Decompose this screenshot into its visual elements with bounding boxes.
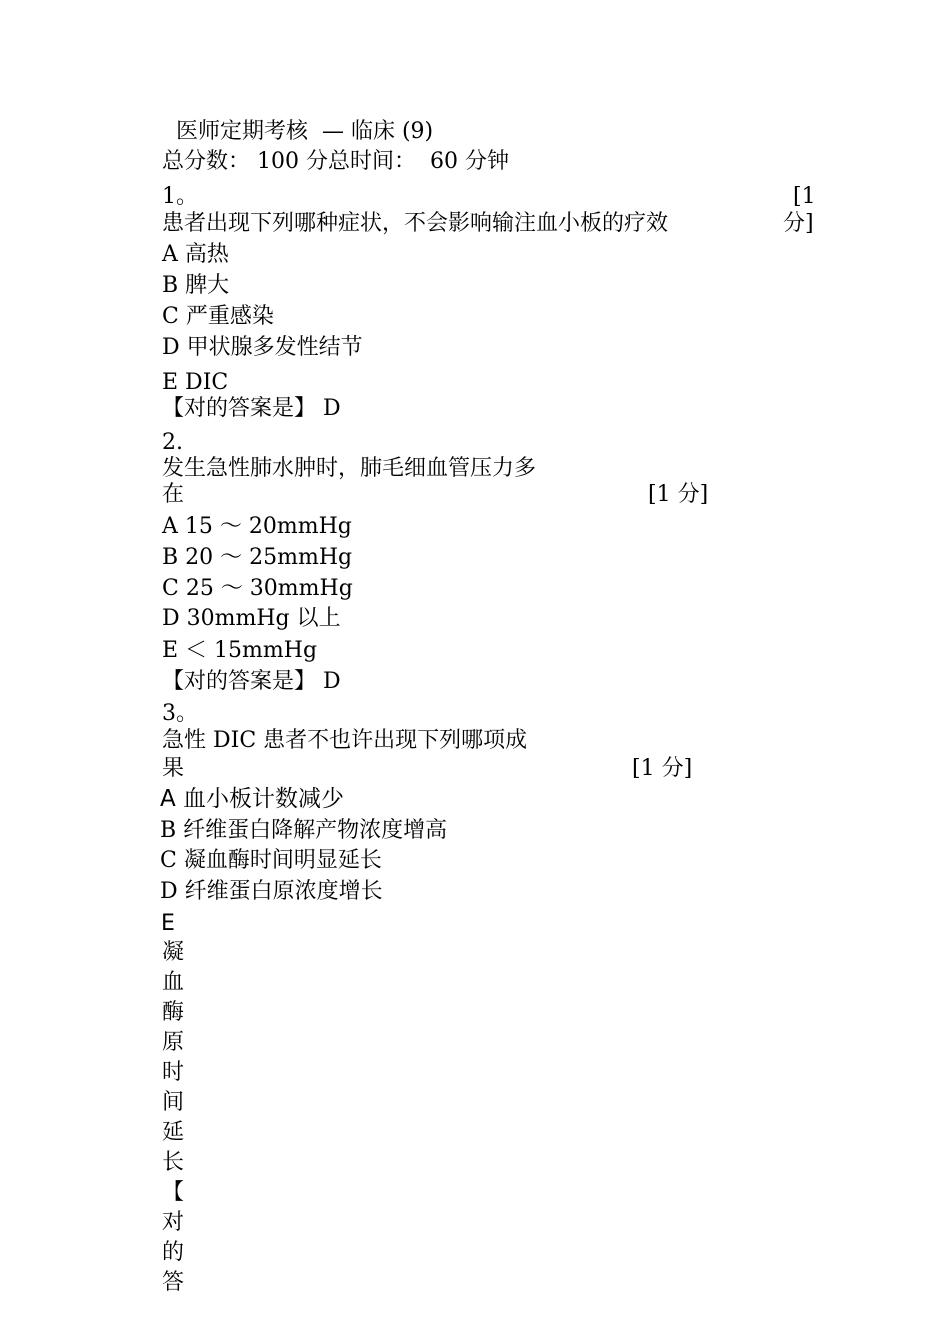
question-3-answer-char: 对 bbox=[162, 1210, 185, 1235]
question-3-stem-line1: 急性 DIC 患者不也许出现下列哪项成 bbox=[162, 728, 528, 753]
question-1-answer: 【对的答案是】 D bbox=[162, 396, 341, 421]
exam-summary: 总分数： 100 分总时间： 60 分钟 bbox=[162, 149, 509, 174]
question-3-option-d: D 纤维蛋白原浓度增长 bbox=[160, 879, 383, 904]
question-2-option-e: E ＜ 15mmHg bbox=[162, 638, 318, 663]
question-3-option-c: C 凝血酶时间明显延长 bbox=[160, 848, 382, 873]
question-3-option-e-label: E bbox=[161, 911, 175, 936]
question-3-option-e-char: 间 bbox=[162, 1090, 185, 1115]
question-2-answer: 【对的答案是】 D bbox=[162, 669, 341, 694]
question-2-stem-line1: 发生急性肺水肿时，肺毛细血管压力多 bbox=[162, 456, 537, 481]
question-3-option-a: A 血小板计数减少 bbox=[160, 786, 345, 812]
question-3-option-e-char: 血 bbox=[162, 970, 185, 995]
question-1-option-a: A 高热 bbox=[162, 242, 229, 267]
question-1-score-open: [1 bbox=[793, 184, 816, 209]
question-3-stem-line2: 果 bbox=[162, 756, 185, 781]
exam-title: 医师定期考核 — 临床 (9) bbox=[176, 119, 434, 144]
question-3-score: [1 分] bbox=[632, 756, 693, 781]
question-2-option-a: A 15 ～ 20mmHg bbox=[162, 514, 352, 539]
question-2-option-c: C 25 ～ 30mmHg bbox=[162, 576, 353, 601]
question-3-answer-char: 答 bbox=[162, 1270, 185, 1295]
question-3-option-e-char: 时 bbox=[162, 1060, 185, 1085]
question-2-number: 2. bbox=[162, 430, 183, 455]
question-2-stem-line2: 在 bbox=[162, 482, 185, 507]
question-1-option-d: D 甲状腺多发性结节 bbox=[162, 335, 363, 360]
question-1-number: 1。 bbox=[162, 184, 198, 209]
question-1-option-b: B 脾大 bbox=[162, 273, 230, 298]
question-2-option-d: D 30mmHg 以上 bbox=[162, 606, 341, 631]
question-3-option-e-char: 凝 bbox=[162, 940, 185, 965]
question-1-score-close: 分] bbox=[783, 211, 814, 236]
question-3-answer-char: 【 bbox=[162, 1180, 185, 1205]
question-3-option-b: B 纤维蛋白降解产物浓度增高 bbox=[160, 818, 448, 843]
question-3-option-e-char: 酶 bbox=[162, 1000, 185, 1025]
question-3-option-e-char: 原 bbox=[162, 1030, 185, 1055]
question-3-option-e-char: 延 bbox=[162, 1120, 185, 1145]
question-2-option-b: B 20 ～ 25mmHg bbox=[162, 545, 353, 570]
question-3-number: 3。 bbox=[162, 701, 198, 726]
question-3-option-e-char: 长 bbox=[162, 1150, 185, 1175]
question-3-answer-char: 的 bbox=[162, 1240, 185, 1265]
question-1-stem: 患者出现下列哪种症状，不会影响输注血小板的疗效 bbox=[162, 211, 669, 236]
question-1-option-e: E DIC bbox=[162, 370, 229, 395]
question-2-score: [1 分] bbox=[648, 482, 709, 507]
question-1-option-c: C 严重感染 bbox=[162, 304, 274, 329]
